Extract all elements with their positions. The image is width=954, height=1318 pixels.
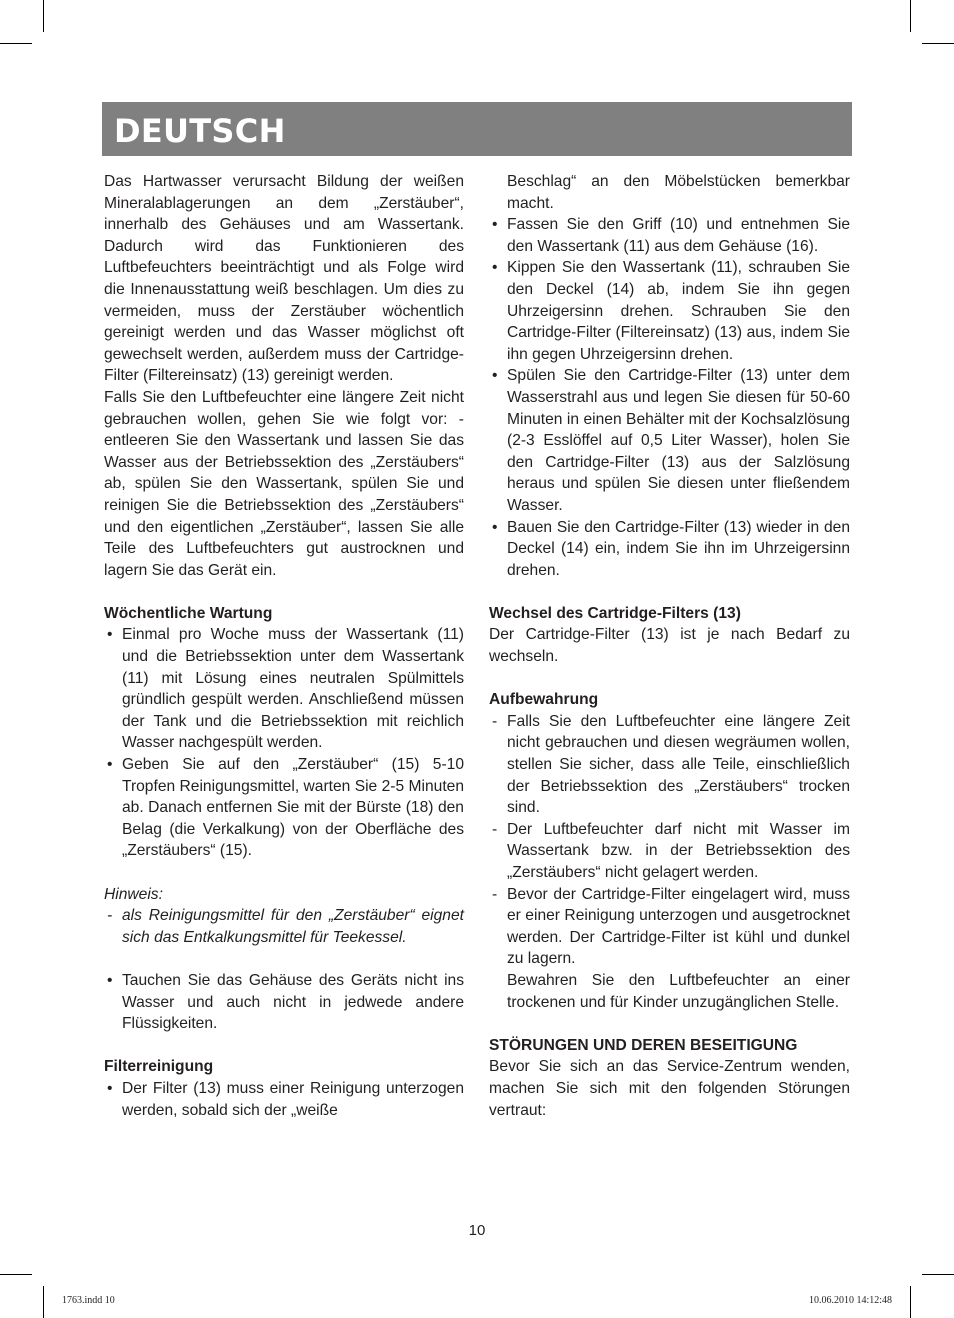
language-header-bar [102,102,852,156]
page-number: 10 [468,1222,486,1239]
list-item-text: Geben Sie auf den „Zerstäuber“ (15) 5-10 Tropfen Reinigungsmittel, warten Sie 2-5 Minuten ab. Danach entfernen Sie mit der Bürste (18) den Belag (die Verkalkung) von der Oberfläche des „Zerstäubers“ (15). [122,756,464,860]
note-text: als Reinigungsmittel für den „Zerstäuber“ eignet sich das Entkalkungsmittel für Teekessel. [122,907,464,946]
list-item [104,970,464,1035]
list-item [489,517,850,582]
language-title: DEUTSCH [114,112,286,150]
filter-change-paragraph: Der Cartridge-Filter (13) ist je nach Bedarf zu wechseln. [489,626,850,666]
crop-mark [910,1286,911,1318]
storage-note-text: Bewahren Sie den Luftbefeuchter an einer trockenen und für Kinder unzugänglichen Stelle. [507,971,850,1011]
bullet-marker: • [107,1079,113,1097]
storage-intro-paragraph: Falls Sie den Luftbefeuchter eine längere Zeit nicht gebrauchen wollen, gehen Sie wie folgt vor: - entleeren Sie den Wassertank und lassen Sie das Wasser aus der Betriebssektion des „Zerstäubers“ ab, spülen Sie den Wassertank, spülen Sie und reinigen Sie die Betriebssektion des „Zerstäubers“ und den eigentlichen „Zerstäuber“, lassen Sie alle Teile des Luftbefeuchters gut austrocknen und lagern Sie das Gerät ein. [104,388,464,579]
note-item [104,905,464,948]
list-item [104,754,464,862]
list-item [489,214,850,257]
list-item [489,884,850,970]
right-column [489,171,850,1121]
list-item [489,711,850,819]
list-item-text: Beschlag“ an den Möbelstücken bemerkbar macht. [507,173,850,212]
date-time-slug: 10.06.2010 14:12:48 [808,1295,892,1306]
crop-mark [43,0,44,32]
bullet-marker: • [107,756,113,774]
list-item-text: Kippen Sie den Wassertank (11), schrauben Sie den Deckel (14) ab, indem Sie ihn gegen Uhrzeigersinn drehen. Schrauben Sie den Cartridge-Filter (Filtereinsatz) (13) aus, indem Sie ihn gegen Uhrzeigersinn drehen. [507,259,850,363]
list-item [104,624,464,754]
weekly-maintenance-heading: Wöchentliche Wartung [104,604,273,622]
list-item [104,1078,464,1121]
list-item-text: Bauen Sie den Cartridge-Filter (13) wieder in den Deckel (14) ein, indem Sie ihn im Uhrzeigersinn drehen. [507,518,850,579]
filter-change-heading: Wechsel des Cartridge-Filters (13) [489,604,741,622]
crop-mark [43,1286,44,1318]
storage-note [489,970,850,1013]
list-item [489,819,850,884]
crop-mark [0,1274,32,1275]
note-title: Hinweis: [104,885,163,903]
crop-mark [922,1274,954,1275]
list-item-text: Der Luftbefeuchter darf nicht mit Wasser im Wassertank bzw. in der Betriebssektion des „Zerstäubers“ nicht gelagert werden. [507,820,850,881]
bullet-marker: • [107,626,113,644]
list-item-text: Fassen Sie den Griff (10) und entnehmen Sie den Wassertank (11) aus dem Gehäuse (16). [507,216,850,255]
bullet-marker: • [492,259,498,277]
list-item-text: Spülen Sie den Cartridge-Filter (13) unter dem Wasserstrahl aus und legen Sie diesen für 50-60 Minuten in einen Behälter mit der Kochsalzlösung (2-3 Esslöffel auf 0,5 Liter Wasser), holen Sie den Cartridge-Filter (13) aus der Salzlösung heraus und spülen Sie diesen unter fließendem Wasser. [507,367,850,514]
bullet-marker: • [492,367,498,385]
left-column [104,171,464,1121]
list-item [489,257,850,365]
list-item [489,365,850,516]
crop-mark [910,0,911,32]
list-item-text: Der Filter (13) muss einer Reinigung unterzogen werden, sobald sich der „weiße [122,1079,464,1119]
bullet-marker: • [492,518,498,536]
list-item-text: Falls Sie den Luftbefeuchter eine längere Zeit nicht gebrauchen und diesen wegräumen wollen, stellen Sie sicher, dass alle Teile, einschließlich der Betriebssektion des „Zerstäubers“ trocken sind. [507,712,850,817]
bullet-marker: • [107,971,113,989]
file-name-slug: 1763.indd 10 [62,1295,115,1306]
intro-paragraph: Das Hartwasser verursacht Bildung der weißen Mineralablagerungen an dem „Zerstäuber“, innerhalb des Gehäuses und am Wassertank. Dadurch wird das Funktionieren des Luftbefeuchters beeinträchtigt und als Folge wird die Innenausstattung weiß beschlagen. Um dies zu vermeiden, muss der Zerstäuber wöchentlich gereinigt werden und das Wasser möglichst oft gewechselt werden, außerdem muss der Cartridge-Filter (Filtereinsatz) (13) gereinigt werden. [104,173,464,385]
dash-marker: - [492,820,498,838]
troubleshooting-paragraph: Bevor Sie sich an das Service-Zentrum wenden, machen Sie sich mit den folgenden Störungen vertraut: [489,1058,850,1119]
crop-mark [0,43,32,44]
list-item-text: Einmal pro Woche muss der Wassertank (11) und die Betriebssektion unter dem Wassertank (11) mit Lösung eines neutralen Spülmittels gründlich gespült werden. Anschließend müssen der Tank und die Betriebssektion mit reichlich Wasser nachgespült werden. [122,626,464,752]
storage-heading: Aufbewahrung [489,691,599,709]
list-item-continued [489,171,850,214]
filter-cleaning-heading: Filterreinigung [104,1058,214,1076]
bullet-marker: • [492,216,498,234]
crop-mark [922,43,954,44]
list-item-text: Bevor der Cartridge-Filter eingelagert wird, muss er einer Reinigung unterzogen und ausgetrocknet werden. Der Cartridge-Filter ist kühl und dunkel zu lagern. [507,885,850,968]
dash-marker: - [107,907,113,925]
dash-marker: - [492,712,498,730]
list-item-text: Tauchen Sie das Gehäuse des Geräts nicht ins Wasser und auch nicht in jedwede andere Flüssigkeiten. [122,971,464,1033]
troubleshooting-heading: STÖRUNGEN UND DEREN BESEITIGUNG [489,1036,798,1054]
dash-marker: - [492,885,498,903]
